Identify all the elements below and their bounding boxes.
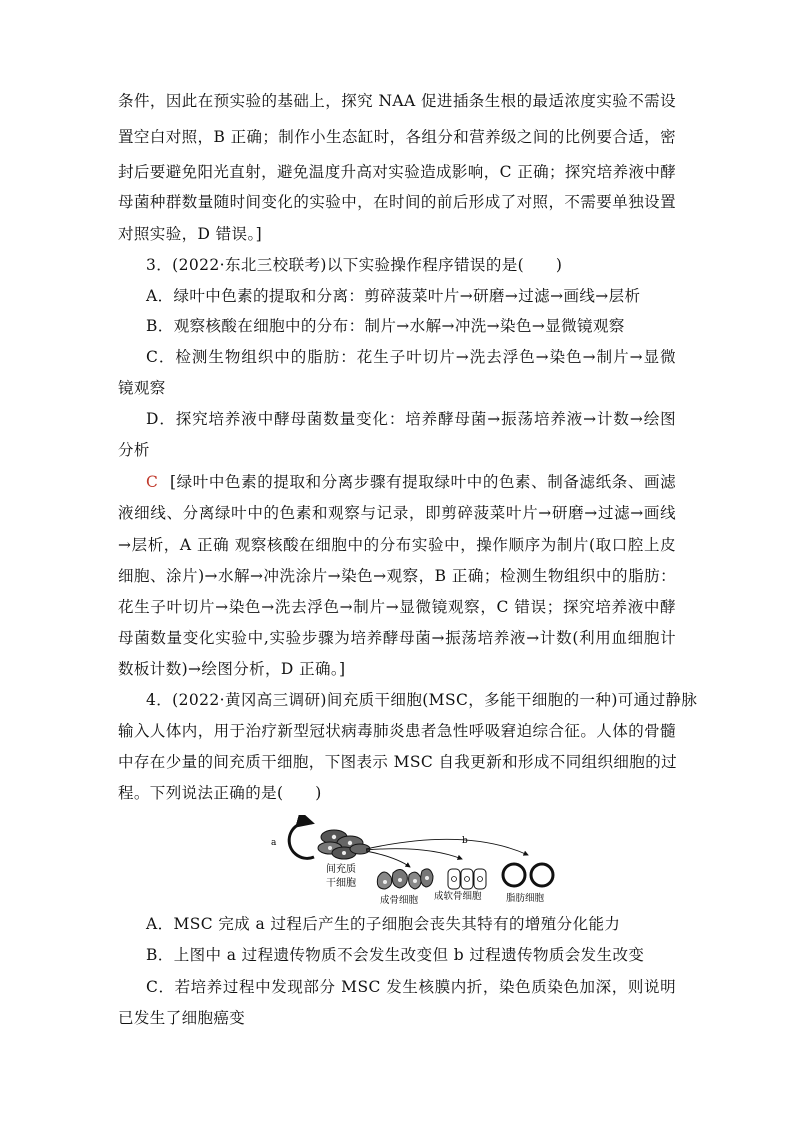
chondrocyte-cells-icon	[448, 869, 486, 889]
msc-differentiation-figure	[266, 815, 566, 910]
msc-label: 干细胞	[326, 878, 356, 889]
msc-cells-icon	[318, 830, 370, 859]
question-3-option-a: A．绿叶中色素的提取和分离：剪碎菠菜叶片→研磨→过滤→画线→层析	[146, 287, 641, 305]
question-3-stem: 3．(2022·东北三校联考)以下实验操作程序错误的是( )	[146, 256, 563, 274]
question-3-explanation: 细胞、涂片)→水解→冲洗涂片→染色→观察，B 正确；检测生物组织中的脂肪：	[118, 567, 676, 585]
question-4-stem: 中存在少量的间充质干细胞，下图表示 MSC 自我更新和形成不同组织细胞的过	[118, 753, 678, 771]
chondrocyte-label: 成软骨细胞	[434, 891, 482, 902]
question-3-explanation: [绿叶中色素的提取和分离步骤有提取绿叶中的色素、制备滤纸条、画滤	[170, 473, 676, 491]
question-3-answer	[146, 472, 158, 492]
question-4-option-b: B．上图中 a 过程遗传物质不会发生改变但 b 过程遗传物质会发生改变	[146, 946, 645, 964]
question-3-explanation: 液细线、分离绿叶中的色素和观察与记录，即剪碎菠菜叶片→研磨→过滤→画线	[118, 504, 676, 522]
differentiation-arrow	[366, 851, 410, 867]
text-line: 母菌种群数量随时间变化的实验中，在时间的前后形成了对照，不需要单独设置	[118, 193, 676, 211]
question-3-option-d: D．探究培养液中酵母菌数量变化：培养酵母菌→振荡培养液→计数→绘图	[146, 410, 676, 428]
question-4-option-a: A．MSC 完成 a 过程后产生的子细胞会丧失其特有的增殖分化能力	[146, 915, 621, 933]
question-3-explanation: 花生子叶切片→染色→洗去浮色→制片→显微镜观察，C 错误；探究培养液中酵	[118, 598, 676, 616]
question-3-option-c: C．检测生物组织中的脂肪：花生子叶切片→洗去浮色→染色→制片→显微	[146, 348, 676, 366]
question-3-option-d-cont: 分析	[118, 441, 150, 459]
question-3-explanation: 数板计数)→绘图分析，D 正确。]	[118, 660, 346, 678]
question-4-stem: 4．(2022·黄冈高三调研)间充质干细胞(MSC，多能干细胞的一种)可通过静脉	[146, 691, 698, 709]
differentiation-arrow	[366, 839, 528, 855]
question-4-stem: 输入人体内，用于治疗新型冠状病毒肺炎患者急性呼吸窘迫综合征。人体的骨髓	[118, 722, 676, 740]
question-3-option-c-cont: 镜观察	[118, 379, 166, 397]
text-line: 条件，因此在预实验的基础上，探究 NAA 促进插条生根的最适浓度实验不需设	[118, 92, 676, 110]
self-renewal-arrow	[289, 822, 314, 858]
question-4-stem: 程。下列说法正确的是( )	[118, 784, 322, 802]
question-3-explanation: 母菌数量变化实验中,实验步骤为培养酵母菌→振荡培养液→计数(利用血细胞计	[118, 629, 676, 647]
question-4-option-c: C．若培养过程中发现部分 MSC 发生核膜内折，染色质染色加深，则说明	[146, 978, 676, 996]
question-3-option-b: B．观察核酸在细胞中的分布：制片→水解→冲洗→染色→显微镜观察	[146, 317, 625, 335]
differentiation-arrow	[366, 849, 462, 859]
question-3-explanation: →层析，A 正确 观察核酸在细胞中的分布实验中，操作顺序为制片(取口腔上皮	[118, 536, 676, 554]
osteoblast-cells-icon	[377, 869, 433, 889]
answer-letter: C	[146, 473, 159, 491]
msc-label: 间充质	[326, 864, 356, 875]
question-4-option-c-cont: 已发生了细胞癌变	[118, 1009, 246, 1027]
adipocyte-cells-icon	[503, 864, 553, 886]
osteoblast-label: 成骨细胞	[380, 895, 419, 906]
text-line: 封后要避免阳光直射，避免温度升高对实验造成影响，C 正确；探究培养液中酵	[118, 163, 677, 181]
label-b: b	[462, 836, 468, 846]
text-line: 置空白对照，B 正确；制作小生态缸时，各组分和营养级之间的比例要合适，密	[118, 128, 676, 146]
label-a: a	[271, 838, 277, 848]
text-line: 对照实验，D 错误。]	[118, 225, 263, 243]
adipocyte-label: 脂肪细胞	[506, 893, 545, 904]
